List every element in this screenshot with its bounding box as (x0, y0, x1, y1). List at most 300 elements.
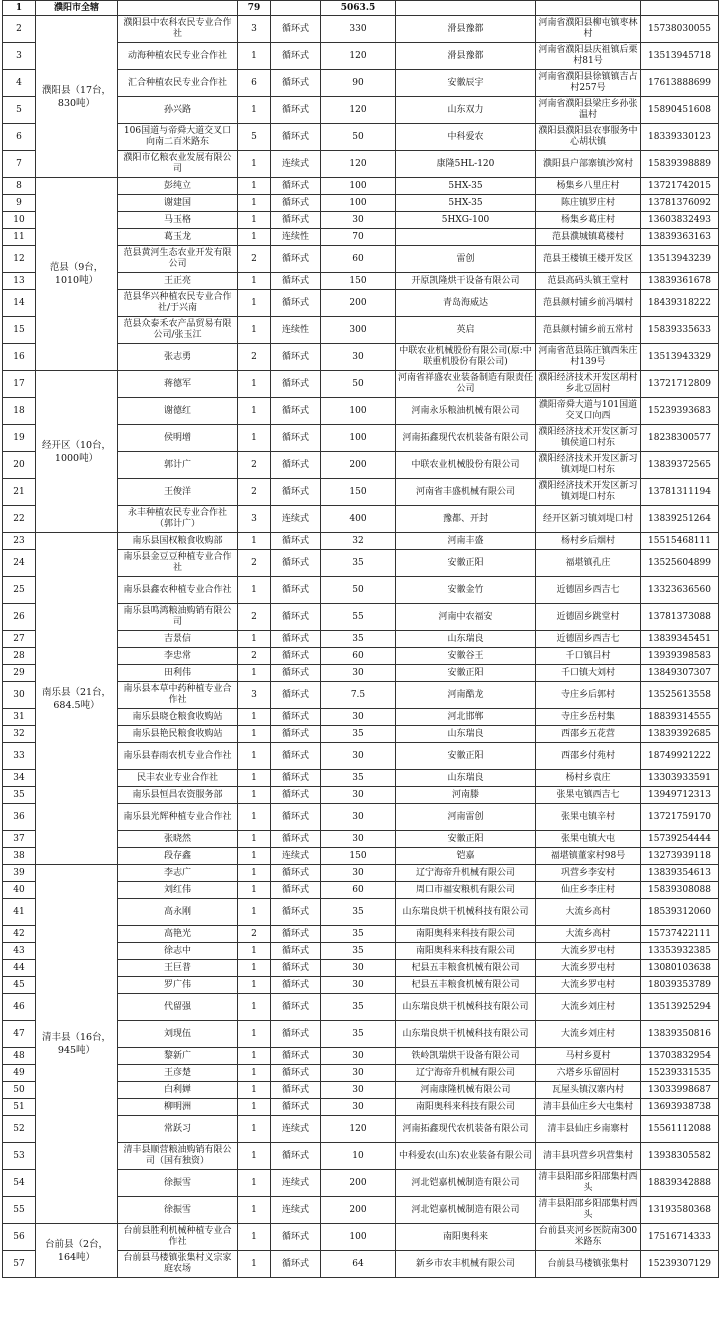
count-cell: 1 (238, 371, 271, 398)
count-cell: 1 (238, 787, 271, 804)
count-cell: 1 (238, 899, 271, 926)
address-cell: 大流乡罗屯村 (536, 977, 641, 994)
owner-cell: 汇合种植农民专业合作社 (118, 70, 238, 97)
capacity-cell: 100 (321, 195, 396, 212)
owner-cell: 段存鑫 (118, 848, 238, 865)
owner-cell: 张晓然 (118, 831, 238, 848)
address-cell: 清丰县仙庄乡大屯集村 (536, 1099, 641, 1116)
row-number: 20 (3, 452, 36, 479)
count-cell: 1 (238, 977, 271, 994)
type-cell: 连续式 (271, 848, 321, 865)
capacity-cell: 30 (321, 787, 396, 804)
owner-cell: 南乐县晓仓粮食收购站 (118, 709, 238, 726)
owner-cell: 永丰种植农民专业合作社（郭计广） (118, 506, 238, 533)
manufacturer-cell: 英启 (396, 317, 536, 344)
cell (396, 1, 536, 16)
count-cell: 1 (238, 1082, 271, 1099)
table-row (3, 371, 719, 398)
address-cell: 近德固乡跳堂村 (536, 604, 641, 631)
row-number: 22 (3, 506, 36, 533)
count-cell: 1 (238, 631, 271, 648)
phone-cell: 13323636560 (641, 577, 719, 604)
phone-cell: 18539312060 (641, 899, 719, 926)
region-cell: 清丰县（16台，945吨） (36, 865, 118, 1224)
count-cell: 1 (238, 290, 271, 317)
owner-cell: 徐志中 (118, 943, 238, 960)
address-cell: 清丰县阳邵乡阳邵集村西头 (536, 1170, 641, 1197)
count-cell: 1 (238, 229, 271, 246)
phone-cell: 13033998687 (641, 1082, 719, 1099)
manufacturer-cell: 河南省丰盛机械有限公司 (396, 479, 536, 506)
phone-cell: 13721759170 (641, 804, 719, 831)
type-cell: 循环式 (271, 743, 321, 770)
address-cell: 台前县夹河乡医院南300米路东 (536, 1224, 641, 1251)
address-cell: 陈庄镇罗庄村 (536, 195, 641, 212)
count-cell: 2 (238, 604, 271, 631)
row-number: 21 (3, 479, 36, 506)
manufacturer-cell: 中科爱农 (396, 124, 536, 151)
manufacturer-cell (396, 229, 536, 246)
address-cell: 杨村乡袁庄 (536, 770, 641, 787)
manufacturer-cell: 南阳奥科来科技有限公司 (396, 1099, 536, 1116)
owner-cell: 郭计广 (118, 452, 238, 479)
type-cell: 连续性 (271, 317, 321, 344)
manufacturer-cell: 开原凯隆烘干设备有限公司 (396, 273, 536, 290)
address-cell: 西邵乡五花营 (536, 726, 641, 743)
address-cell: 大流乡刘庄村 (536, 994, 641, 1021)
capacity-cell: 200 (321, 452, 396, 479)
type-cell: 循环式 (271, 195, 321, 212)
type-cell: 循环式 (271, 273, 321, 290)
phone-cell: 15515468111 (641, 533, 719, 550)
region-cell: 经开区（10台，1000吨） (36, 371, 118, 533)
manufacturer-cell: 中科爱农(山东)农业装备有限公司 (396, 1143, 536, 1170)
capacity-cell: 35 (321, 726, 396, 743)
count-cell: 1 (238, 1224, 271, 1251)
region-cell: 濮阳县（17台，830吨） (36, 16, 118, 178)
type-cell: 循环式 (271, 682, 321, 709)
phone-cell: 13303933591 (641, 770, 719, 787)
row-number: 50 (3, 1082, 36, 1099)
owner-cell: 李忠常 (118, 648, 238, 665)
capacity-cell: 150 (321, 273, 396, 290)
count-cell: 2 (238, 550, 271, 577)
manufacturer-cell: 山东双力 (396, 97, 536, 124)
phone-cell: 13839372565 (641, 452, 719, 479)
count-cell: 1 (238, 533, 271, 550)
row-number: 10 (3, 212, 36, 229)
owner-cell: 白利婵 (118, 1082, 238, 1099)
count-cell: 2 (238, 344, 271, 371)
manufacturer-cell: 杞县五丰粮食机械有限公司 (396, 977, 536, 994)
type-cell: 循环式 (271, 943, 321, 960)
address-cell: 马村乡夏村 (536, 1048, 641, 1065)
address-cell: 大流乡高村 (536, 899, 641, 926)
type-cell: 循环式 (271, 371, 321, 398)
row-number: 16 (3, 344, 36, 371)
phone-cell: 13781376092 (641, 195, 719, 212)
manufacturer-cell: 中联农业机械股份有限公司 (396, 452, 536, 479)
phone-cell: 13781373088 (641, 604, 719, 631)
owner-cell: 张志勇 (118, 344, 238, 371)
count-cell: 1 (238, 1197, 271, 1224)
type-cell: 循环式 (271, 290, 321, 317)
owner-cell: 清丰县顺营粮油购销有限公司（国有独资） (118, 1143, 238, 1170)
capacity-cell: 35 (321, 1021, 396, 1048)
region-cell: 范县（9台，1010吨） (36, 178, 118, 371)
count-cell: 1 (238, 398, 271, 425)
row-number: 27 (3, 631, 36, 648)
row-number: 42 (3, 926, 36, 943)
manufacturer-cell: 康隆5HL-120 (396, 151, 536, 178)
phone-cell: 13721712809 (641, 371, 719, 398)
type-cell: 循环式 (271, 631, 321, 648)
cell: 濮阳市全辖 (36, 1, 118, 16)
owner-cell: 刘红伟 (118, 882, 238, 899)
count-cell: 1 (238, 212, 271, 229)
capacity-cell: 150 (321, 848, 396, 865)
region-cell: 南乐县（21台，684.5吨） (36, 533, 118, 865)
phone-cell: 18839342888 (641, 1170, 719, 1197)
row-number: 28 (3, 648, 36, 665)
phone-cell: 15839398889 (641, 151, 719, 178)
phone-cell: 13603832493 (641, 212, 719, 229)
row-number: 18 (3, 398, 36, 425)
phone-cell: 13781311194 (641, 479, 719, 506)
count-cell: 6 (238, 70, 271, 97)
address-cell: 濮阳帝舜大道与101国道交叉口向西 (536, 398, 641, 425)
capacity-cell: 150 (321, 479, 396, 506)
manufacturer-cell: 杞县五丰粮食机械有限公司 (396, 960, 536, 977)
capacity-cell: 120 (321, 151, 396, 178)
phone-cell: 17516714333 (641, 1224, 719, 1251)
address-cell: 近德固乡西吉七 (536, 631, 641, 648)
row-number: 36 (3, 804, 36, 831)
address-cell: 河南省濮阳县梁庄乡孙张温村 (536, 97, 641, 124)
manufacturer-cell: 青岛海威达 (396, 290, 536, 317)
address-cell: 张果屯镇辛村 (536, 804, 641, 831)
address-cell: 清丰县仙庄乡南寨村 (536, 1116, 641, 1143)
manufacturer-cell: 河北铠嘉机械制造有限公司 (396, 1197, 536, 1224)
capacity-cell: 60 (321, 246, 396, 273)
manufacturer-cell: 河北铠嘉机械制造有限公司 (396, 1170, 536, 1197)
owner-cell: 王正亮 (118, 273, 238, 290)
type-cell: 循环式 (271, 770, 321, 787)
row-number: 14 (3, 290, 36, 317)
type-cell: 循环式 (271, 804, 321, 831)
phone-cell: 13525604899 (641, 550, 719, 577)
address-cell: 清丰县阳邵乡阳邵集村西头 (536, 1197, 641, 1224)
owner-cell: 范县众泰禾农产品贸易有限公司/张玉江 (118, 317, 238, 344)
type-cell: 循环式 (271, 97, 321, 124)
count-cell: 1 (238, 97, 271, 124)
count-cell: 1 (238, 994, 271, 1021)
manufacturer-cell: 河南康隆机械有限公司 (396, 1082, 536, 1099)
manufacturer-cell: 山东瑞良烘干机械科技有限公司 (396, 1021, 536, 1048)
address-cell: 河南省濮阳县柳屯镇枣林村 (536, 16, 641, 43)
phone-cell: 13513943329 (641, 344, 719, 371)
row-number: 52 (3, 1116, 36, 1143)
row-number: 17 (3, 371, 36, 398)
manufacturer-cell: 新乡市农丰机械有限公司 (396, 1251, 536, 1278)
type-cell: 循环式 (271, 425, 321, 452)
row-number: 9 (3, 195, 36, 212)
capacity-cell: 30 (321, 1082, 396, 1099)
owner-cell: 南乐县本草中药种植专业合作社 (118, 682, 238, 709)
capacity-cell: 120 (321, 1116, 396, 1143)
row-number: 24 (3, 550, 36, 577)
type-cell: 循环式 (271, 899, 321, 926)
type-cell: 循环式 (271, 533, 321, 550)
table-row (3, 865, 719, 882)
address-cell: 濮阳经济技术开发区胡村乡北豆固村 (536, 371, 641, 398)
count-cell: 1 (238, 743, 271, 770)
capacity-cell: 30 (321, 831, 396, 848)
phone-cell: 15839335633 (641, 317, 719, 344)
type-cell: 循环式 (271, 577, 321, 604)
address-cell: 大流乡刘庄村 (536, 1021, 641, 1048)
owner-cell: 李志广 (118, 865, 238, 882)
table-row (3, 533, 719, 550)
cell (641, 1, 719, 16)
address-cell: 范县颜村铺乡前五常村 (536, 317, 641, 344)
manufacturer-cell: 铠嘉 (396, 848, 536, 865)
owner-cell: 濮阳县中农科农民专业合作社 (118, 16, 238, 43)
address-cell: 巩营乡李安村 (536, 865, 641, 882)
row-number: 31 (3, 709, 36, 726)
capacity-cell: 120 (321, 43, 396, 70)
type-cell: 循环式 (271, 665, 321, 682)
phone-cell: 13839345451 (641, 631, 719, 648)
capacity-cell: 30 (321, 1065, 396, 1082)
count-cell: 1 (238, 317, 271, 344)
capacity-cell: 50 (321, 371, 396, 398)
type-cell: 循环式 (271, 344, 321, 371)
address-cell: 濮阳县户部寨镇沙窝村 (536, 151, 641, 178)
count-cell: 1 (238, 665, 271, 682)
manufacturer-cell: 河北邯郸 (396, 709, 536, 726)
phone-cell: 15239331535 (641, 1065, 719, 1082)
phone-cell: 13839363163 (641, 229, 719, 246)
owner-cell: 台前县马楼镇张集村义宗家庭农场 (118, 1251, 238, 1278)
row-number: 46 (3, 994, 36, 1021)
capacity-cell: 120 (321, 97, 396, 124)
owner-cell: 南乐县艳民粮食收购站 (118, 726, 238, 743)
count-cell: 1 (238, 1143, 271, 1170)
owner-cell: 吉景信 (118, 631, 238, 648)
capacity-cell: 30 (321, 1099, 396, 1116)
owner-cell: 田利伟 (118, 665, 238, 682)
phone-cell: 13353932385 (641, 943, 719, 960)
owner-cell: 南乐县恒昌农资服务部 (118, 787, 238, 804)
manufacturer-cell: 山东瑞良 (396, 770, 536, 787)
manufacturer-cell: 南阳奥科来 (396, 1224, 536, 1251)
type-cell: 循环式 (271, 479, 321, 506)
owner-cell: 范县华兴种植农民专业合作社/于兴南 (118, 290, 238, 317)
owner-cell: 侯明增 (118, 425, 238, 452)
row-number: 37 (3, 831, 36, 848)
phone-cell: 13273939118 (641, 848, 719, 865)
count-cell: 1 (238, 865, 271, 882)
owner-cell: 南乐县鸣鸿粮油购销有限公司 (118, 604, 238, 631)
phone-cell: 13703832954 (641, 1048, 719, 1065)
capacity-cell: 50 (321, 577, 396, 604)
type-cell: 循环式 (271, 787, 321, 804)
count-cell: 1 (238, 770, 271, 787)
owner-cell: 马玉格 (118, 212, 238, 229)
row-number: 19 (3, 425, 36, 452)
row-number: 49 (3, 1065, 36, 1082)
count-cell: 1 (238, 882, 271, 899)
row-number: 44 (3, 960, 36, 977)
capacity-cell: 30 (321, 212, 396, 229)
capacity-cell: 100 (321, 178, 396, 195)
type-cell: 循环式 (271, 926, 321, 943)
type-cell: 循环式 (271, 831, 321, 848)
address-cell: 台前县马楼镇张集村 (536, 1251, 641, 1278)
owner-cell: 代留强 (118, 994, 238, 1021)
owner-cell: 高艳光 (118, 926, 238, 943)
type-cell: 循环式 (271, 550, 321, 577)
type-cell: 循环式 (271, 1082, 321, 1099)
count-cell: 1 (238, 1116, 271, 1143)
manufacturer-cell: 南阳奥科来科技有限公司 (396, 943, 536, 960)
row-number: 25 (3, 577, 36, 604)
table-row (3, 1224, 719, 1251)
phone-cell: 15890451608 (641, 97, 719, 124)
phone-cell: 17613888699 (641, 70, 719, 97)
row-number: 40 (3, 882, 36, 899)
row-number: 6 (3, 124, 36, 151)
type-cell: 循环式 (271, 726, 321, 743)
address-cell: 六塔乡乐留固村 (536, 1065, 641, 1082)
type-cell: 连续性 (271, 229, 321, 246)
row-number: 34 (3, 770, 36, 787)
type-cell: 循环式 (271, 246, 321, 273)
phone-cell: 18339330123 (641, 124, 719, 151)
manufacturer-cell: 山东瑞良 (396, 726, 536, 743)
manufacturer-cell: 滑县豫都 (396, 43, 536, 70)
capacity-cell: 7.5 (321, 682, 396, 709)
type-cell: 循环式 (271, 70, 321, 97)
owner-cell: 高永刚 (118, 899, 238, 926)
manufacturer-cell: 辽宁海帝升机械有限公司 (396, 1065, 536, 1082)
row-number: 5 (3, 97, 36, 124)
address-cell: 濮阳经济技术开发区新习镇刘堤口村东 (536, 452, 641, 479)
address-cell: 河南省濮阳县庆祖镇后栗村81号 (536, 43, 641, 70)
phone-cell: 13839251264 (641, 506, 719, 533)
address-cell: 范县王楼镇王楼开发区 (536, 246, 641, 273)
phone-cell: 18039353789 (641, 977, 719, 994)
manufacturer-cell: 雷创 (396, 246, 536, 273)
count-cell: 1 (238, 943, 271, 960)
manufacturer-cell: 安徽辰宇 (396, 70, 536, 97)
count-cell: 2 (238, 479, 271, 506)
phone-cell: 15737422111 (641, 926, 719, 943)
type-cell: 循环式 (271, 124, 321, 151)
type-cell: 循环式 (271, 398, 321, 425)
type-cell: 循环式 (271, 1143, 321, 1170)
owner-cell: 孙兴路 (118, 97, 238, 124)
address-cell: 河南省范县陈庄镇西朱庄村139号 (536, 344, 641, 371)
capacity-cell: 30 (321, 665, 396, 682)
owner-cell: 谢德红 (118, 398, 238, 425)
owner-cell: 王彦楚 (118, 1065, 238, 1082)
capacity-cell: 30 (321, 804, 396, 831)
count-cell: 1 (238, 1170, 271, 1197)
capacity-cell: 200 (321, 290, 396, 317)
row-number: 11 (3, 229, 36, 246)
manufacturer-cell: 山东瑞良 (396, 631, 536, 648)
row-number: 26 (3, 604, 36, 631)
count-cell: 1 (238, 1065, 271, 1082)
manufacturer-cell: 铁岭凯瑞烘干设备有限公司 (396, 1048, 536, 1065)
count-cell: 1 (238, 151, 271, 178)
address-cell: 西邵乡付苑村 (536, 743, 641, 770)
type-cell: 循环式 (271, 212, 321, 229)
manufacturer-cell: 5HXG-100 (396, 212, 536, 229)
owner-cell: 谢建国 (118, 195, 238, 212)
count-cell: 1 (238, 960, 271, 977)
row-number: 53 (3, 1143, 36, 1170)
count-cell: 2 (238, 452, 271, 479)
count-cell: 2 (238, 246, 271, 273)
phone-cell: 13839354613 (641, 865, 719, 882)
capacity-cell: 200 (321, 1170, 396, 1197)
owner-cell: 王俊洋 (118, 479, 238, 506)
capacity-cell: 30 (321, 743, 396, 770)
count-cell: 5 (238, 124, 271, 151)
capacity-cell: 60 (321, 882, 396, 899)
phone-cell: 18749921222 (641, 743, 719, 770)
capacity-cell: 300 (321, 317, 396, 344)
manufacturer-cell: 周口市福安粮机有限公司 (396, 882, 536, 899)
manufacturer-cell: 安徽金竹 (396, 577, 536, 604)
count-cell: 1 (238, 273, 271, 290)
row-number: 35 (3, 787, 36, 804)
owner-cell: 王巨普 (118, 960, 238, 977)
manufacturer-cell: 安徽谷王 (396, 648, 536, 665)
type-cell: 循环式 (271, 960, 321, 977)
owner-cell: 罗广伟 (118, 977, 238, 994)
type-cell: 连续式 (271, 1116, 321, 1143)
row-number: 54 (3, 1170, 36, 1197)
owner-cell: 南乐县鑫农种植专业合作社 (118, 577, 238, 604)
address-cell: 近德固乡西吉七 (536, 577, 641, 604)
phone-cell: 13839361678 (641, 273, 719, 290)
row-number: 4 (3, 70, 36, 97)
manufacturer-cell: 5HX-35 (396, 178, 536, 195)
manufacturer-cell: 豫都、开封 (396, 506, 536, 533)
manufacturer-cell: 河南滕 (396, 787, 536, 804)
owner-cell: 106国道与帝舜大道交叉口向南二百米路东 (118, 124, 238, 151)
address-cell: 寺庄乡岳村集 (536, 709, 641, 726)
phone-cell: 15738030055 (641, 16, 719, 43)
phone-cell: 15239307129 (641, 1251, 719, 1278)
capacity-cell: 32 (321, 533, 396, 550)
row-number: 48 (3, 1048, 36, 1065)
owner-cell: 南乐县春雨农机专业合作社 (118, 743, 238, 770)
manufacturer-cell: 河南省祥盛农业装备制造有限责任公司 (396, 371, 536, 398)
address-cell: 千口镇吕村 (536, 648, 641, 665)
owner-cell: 刘现伍 (118, 1021, 238, 1048)
manufacturer-cell: 5HX-35 (396, 195, 536, 212)
phone-cell: 18839314555 (641, 709, 719, 726)
owner-cell: 常跃习 (118, 1116, 238, 1143)
type-cell: 连续式 (271, 506, 321, 533)
count-cell: 3 (238, 682, 271, 709)
capacity-cell: 100 (321, 425, 396, 452)
